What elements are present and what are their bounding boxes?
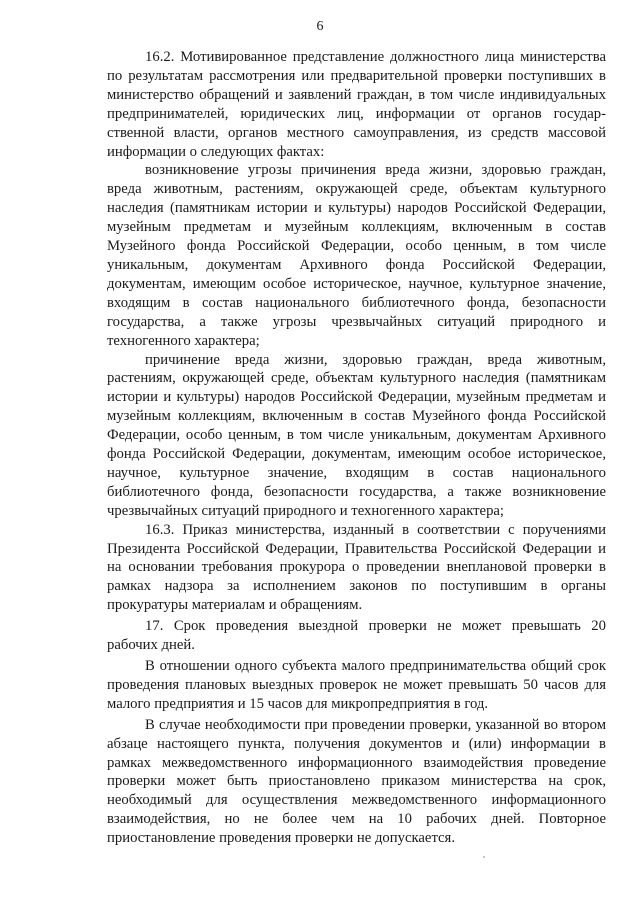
paragraph-16-3: 16.3. Приказ министерства, изданный в соответствии с поручениями Президента Российской Федерации, Правительства Российской Федерации и на основании требования прокурора о проведении внеплановой проверки в рамках надзора за исполнением законов по поступившим в органы прокуратуры материалам и обращениям. [107, 521, 606, 614]
paragraph-suspension: В случае необходимости при проведении проверки, указанной во втором абзаце настоящего пункта, получения документов и (или) информации в рамках межведомственного информационного взаимодействия проведение проверки может быть приостановлено приказом министерства на срок, необходимый для осуществления межведомственного информационного взаимодействия, но не более чем на 10 рабочих дней. Повторное приостановление проведения проверки не допускается. [107, 716, 606, 847]
document-body [107, 48, 606, 848]
page-number: 6 [316, 19, 324, 34]
scan-speck [483, 856, 485, 858]
paragraph-threat-of-harm: возникновение угрозы причинения вреда жизни, здоровью граждан, вреда животным, растениям, окружающей среде, объектам культурного наследия (памятникам истории и культуры) народов Российской Федерации, музейным предметам и музейным коллекциям, включенным в состав Музейного фонда Российской Федерации, особо ценным, в том числе уникальным, документам Архивного фонда Российской Федерации, документам, имеющим особое историческое, научное, культурное значение, входящим в состав национального библиотечного фонда, безопасности государства, а также угрозы чрезвычайных ситуаций природного и техногенного характера; [107, 162, 606, 349]
paragraph-16-2: 16.2. Мотивированное представление должностного лица министерства по результатам рассмотрения или предварительной проверки поступивших в министерство обращений и заявлений граждан, в том числе индивидуальных предпринимателей, юридических лиц, информации от органов государственной власти, органов местного самоуправления, из средств массовой информации о следующих фактах: [107, 49, 606, 160]
paragraph-17: 17. Срок проведения выездной проверки не может превышать 20 рабочих дней. [107, 618, 606, 654]
paragraph-causing-harm: причинение вреда жизни, здоровью граждан, вреда животным, растениям, окружающей среде, объектам культурного наследия (памятникам истории и культуры) народов Российской Федерации, музейным предметам и музейным коллекциям, включенным в состав Музейного фонда Российской Федерации, особо ценным, в том числе уникальным, документам Архивного фонда Российской Федерации, документам, имеющим особое историческое, научное, культурное значение, входящим в состав национального библиотечного фонда, безопасности государства, а также возникновение чрезвычайных ситуаций природного и техногенного характера; [107, 351, 606, 519]
paragraph-small-business-limit: В отношении одного субъекта малого предпринимательства общий срок проведения плановых выездных проверок не может превышать 50 часов для малого предприятия и 15 часов для микропредприятия в год. [107, 658, 606, 712]
